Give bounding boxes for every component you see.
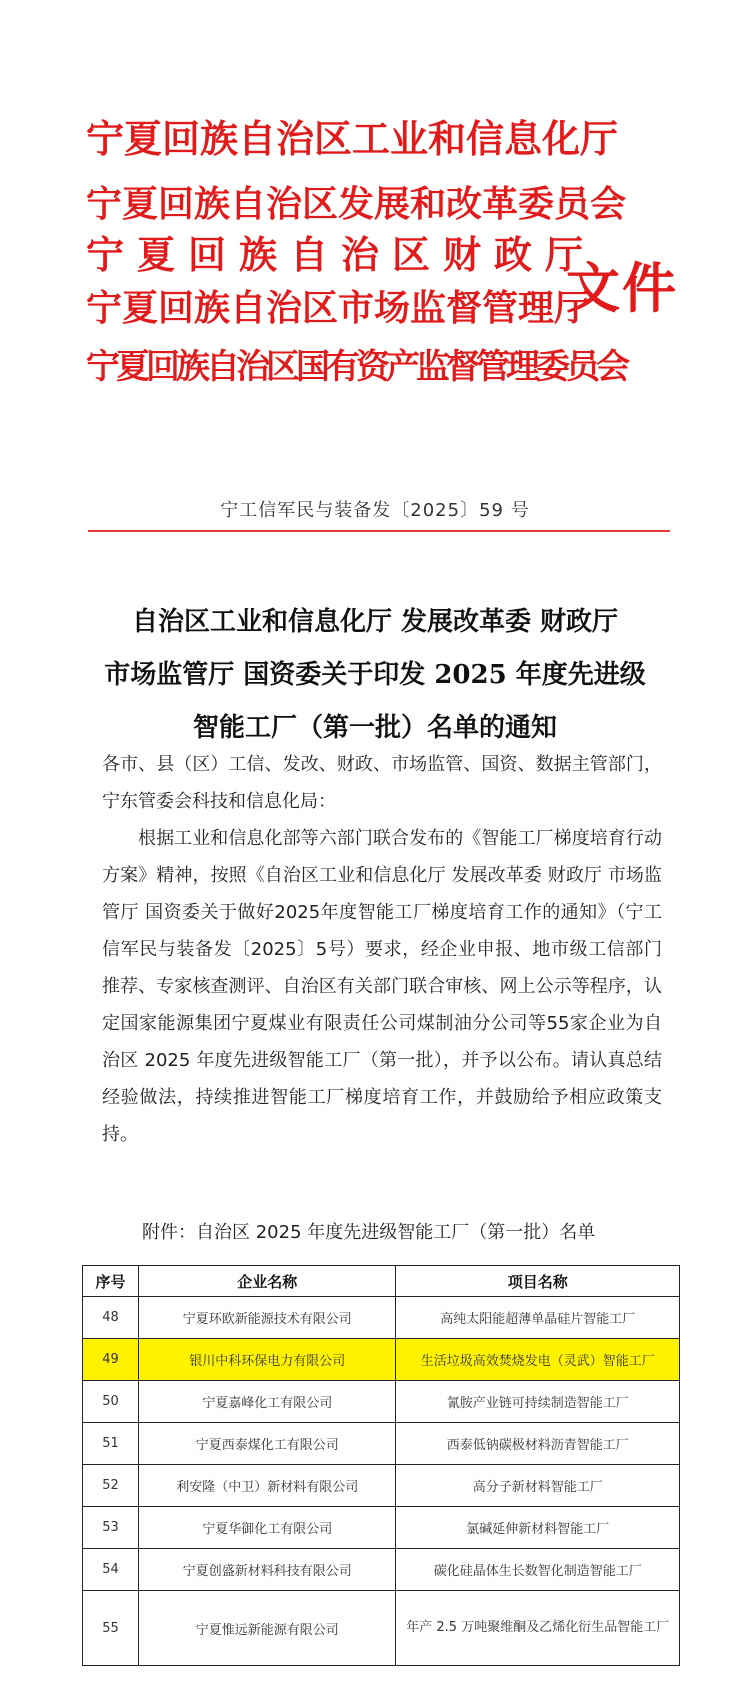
row-number: 48 (83, 1297, 139, 1339)
row-company: 宁夏惟远新能源有限公司 (138, 1591, 396, 1666)
title-line-1: 自治区工业和信息化厅 发展改革委 财政厅 (131, 607, 619, 637)
row-company: 银川中科环保电力有限公司 (138, 1339, 396, 1381)
header-number: 序号 (83, 1266, 139, 1297)
row-number: 54 (83, 1549, 139, 1591)
row-number: 50 (83, 1381, 139, 1423)
title-line-2: 市场监管厅 国资委关于印发 2025 年度先进级 (104, 660, 646, 690)
red-divider (88, 530, 670, 532)
document-number: 宁工信军民与装备发〔2025〕59 号 (220, 500, 530, 521)
table-header-row (83, 1266, 680, 1297)
row-number: 52 (83, 1465, 139, 1507)
document-label: 文件 (566, 256, 678, 320)
salutation: 各市、县（区）工信、发改、财政、市场监管、国资、数据主管部门，宁东管委会科技和信息化局： (102, 754, 662, 812)
document-body (102, 746, 662, 1153)
row-project: 生活垃圾高效焚烧发电（灵武）智能工厂 (396, 1339, 680, 1381)
body-paragraph: 根据工业和信息化部等六部门联合发布的《智能工厂梯度培育行动方案》精神，按照《自治区工业和信息化厅 发展改革委 财政厅 市场监管厅 国资委关于做好2025年度智能工厂梯度培育工作的通知》（宁工信军民与装备发〔2025〕5号）要求，经企业申报、地市级工信部门推荐、专家核查测评、自治区有关部门联合审核、网上公示等程序，认定国家能源集团宁夏煤业有限责任公司煤制油分公司等55家企业为自治区 2025 年度先进级智能工厂（第一批），并予以公布。请认真总结经验做法，持续推进智能工厂梯度培育工作，并鼓励给予相应政策支持。 (102, 828, 662, 1145)
table-row (83, 1507, 680, 1549)
header-company: 企业名称 (138, 1266, 396, 1297)
agency-name-market: 宁夏回族自治区市场监督管理厅 (86, 287, 591, 329)
row-company: 宁夏嘉峰化工有限公司 (138, 1381, 396, 1423)
table-row (83, 1465, 680, 1507)
agency-name-finance: 宁夏回族自治区财政厅 (86, 232, 597, 277)
row-company: 宁夏创盛新材料科技有限公司 (138, 1549, 396, 1591)
row-company: 宁夏华御化工有限公司 (138, 1507, 396, 1549)
row-project: 西泰低钠碳极材料沥青智能工厂 (396, 1423, 680, 1465)
row-number: 49 (83, 1339, 139, 1381)
header-project: 项目名称 (396, 1266, 680, 1297)
table-row (83, 1549, 680, 1591)
row-project: 氰胺产业链可持续制造智能工厂 (396, 1381, 680, 1423)
attachment-label: 附件：自治区 2025 年度先进级智能工厂（第一批）名单 (142, 1222, 596, 1243)
row-company: 宁夏西泰煤化工有限公司 (138, 1423, 396, 1465)
row-project: 氯碱延伸新材料智能工厂 (396, 1507, 680, 1549)
row-number: 51 (83, 1423, 139, 1465)
row-number: 53 (83, 1507, 139, 1549)
title-line-3: 智能工厂（第一批）名单的通知 (192, 713, 557, 743)
table-row (83, 1381, 680, 1423)
row-project: 高纯太阳能超薄单晶硅片智能工厂 (396, 1297, 680, 1339)
table-row (83, 1591, 680, 1666)
table-row-highlighted (83, 1339, 680, 1381)
document-title (60, 596, 690, 755)
agency-name-industry: 宁夏回族自治区工业和信息化厅 (86, 116, 619, 161)
row-company: 利安隆（中卫）新材料有限公司 (138, 1465, 396, 1507)
row-project: 年产 2.5 万吨聚维酮及乙烯化衍生品智能工厂 (396, 1591, 680, 1666)
table-row (83, 1423, 680, 1465)
agency-name-development: 宁夏回族自治区发展和改革委员会 (86, 183, 627, 225)
factory-list-table (82, 1265, 680, 1666)
row-company: 宁夏环欧新能源技术有限公司 (138, 1297, 396, 1339)
table-row (83, 1297, 680, 1339)
agency-name-assets: 宁夏回族自治区国有资产监督管理委员会 (86, 347, 626, 387)
row-project: 碳化硅晶体生长数智化制造智能工厂 (396, 1549, 680, 1591)
row-number: 55 (83, 1591, 139, 1666)
row-project: 高分子新材料智能工厂 (396, 1465, 680, 1507)
